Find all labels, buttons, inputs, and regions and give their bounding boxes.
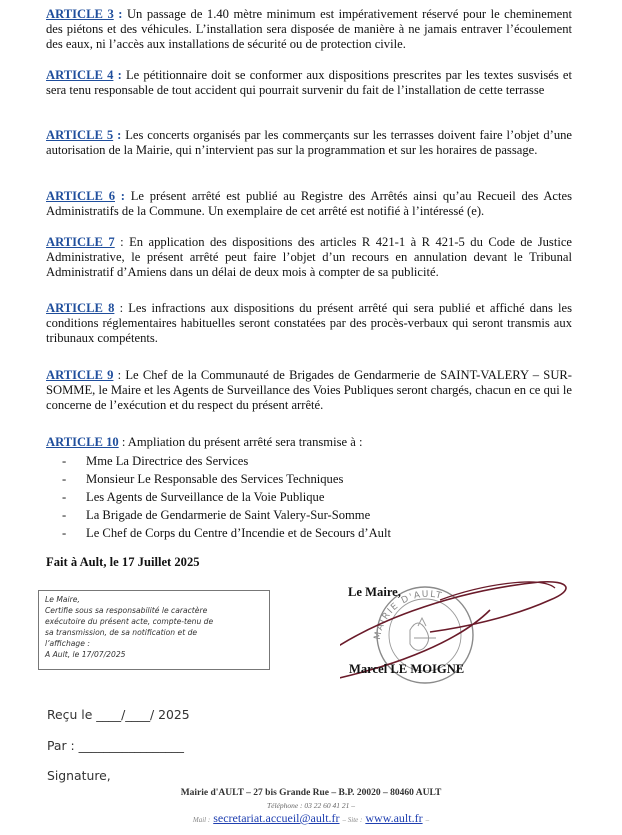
- article-5: ARTICLE 5 : Les concerts organisés par les commerçants sur les terrasses doivent faire l’objet d’une autorisation de la Mairie, qui n’intervient pas sur la programmation et sur les horaires de passage.: [46, 128, 573, 157]
- list-item: - La Brigade de Gendarmerie de Saint Valery-Sur-Somme: [62, 508, 371, 522]
- footer-address: Mairie d'AULT – 27 bis Grande Rue – B.P. 20020 – 80460 AULT: [180, 788, 442, 798]
- article-7: [46, 235, 572, 280]
- article-6-label: ARTICLE 6: [46, 189, 115, 203]
- mayor-label: Le Maire,: [348, 585, 401, 599]
- article-8: [46, 301, 572, 346]
- article-3-label: ARTICLE 3: [46, 7, 114, 21]
- footer-phone: Téléphone : 03 22 60 41 21 –: [266, 801, 356, 810]
- receipt-signature-line: Signature,: [47, 768, 111, 783]
- article-6-text: Le présent arrêté est publié au Registre des Arrêtés ainsi qu’au Recueil des Actes Administratifs de la Commune. Un exemplaire de cet arrêté est notifié à l’intéressé (e).: [46, 189, 572, 218]
- article-7-label: ARTICLE 7: [46, 235, 115, 249]
- list-item: - Mme La Directrice des Services: [62, 454, 249, 468]
- mayor-name: Marcel LE MOIGNE: [349, 662, 465, 676]
- list-item: - Le Chef de Corps du Centre d’Incendie et de Secours d’Ault: [62, 526, 391, 540]
- footer-contact: Mail : secretariat.accueil@ault.fr – Site : www.ault.fr –: [192, 811, 430, 825]
- svg-text:MAIRIE D'AULT: MAIRIE D'AULT: [372, 589, 444, 641]
- article-9-label: ARTICLE 9: [46, 368, 114, 382]
- article-4: ARTICLE 4 : Le pétitionnaire doit se conformer aux dispositions prescrites par les textes susvisés et sera tenu responsable de tout accident qui pourrait survenir du fait de l’installation de cette terrasse: [46, 68, 573, 97]
- certification-box: Le Maire, Certifie sous sa responsabilité le caractère exécutoire du présent acte, compte-tenu de sa transmission, de sa notification et de l’affichage : A Ault, le 17/07/2025: [38, 590, 270, 670]
- list-item: - Les Agents de Surveillance de la Voie Publique: [62, 490, 325, 504]
- article-8-text: : Les infractions aux dispositions du présent arrêté qui sera publié et affiché dans les conditions réglementaires habituelles seront constatées par des procès-verbaux qui seront transmis aux tribunaux compétents.: [46, 301, 573, 345]
- article-3-text: Un passage de 1.40 mètre minimum est impérativement réservé pour le cheminement des piétons et des véhicules. L’installation sera disposée de manière à ne jamais entraver l’écoulement des eaux, ni l’accès aux installations de sécurité ou de protection civile.: [46, 7, 572, 51]
- article-5-text: Les concerts organisés par les commerçants sur les terrasses doivent faire l’objet d’une autorisation de la Mairie, qui n’intervient pas sur la programmation et sur les horaires de passage.: [46, 128, 573, 157]
- article-3: ARTICLE 3 : Un passage de 1.40 mètre minimum est impérativement réservé pour le cheminement des piétons et des véhicules. L’installation sera disposée de manière à ne jamais entraver l’écoulement des eaux, ni l’accès aux installations de sécurité ou de protection civile.: [46, 7, 572, 51]
- receipt-by-line: Par : _________________: [47, 738, 184, 753]
- receipt-date-line: Reçu le ____/____/ 2025: [47, 707, 190, 722]
- article-8-label: ARTICLE 8: [46, 301, 115, 315]
- recipients-list: [62, 452, 391, 542]
- article-6: ARTICLE 6 : Le présent arrêté est publié au Registre des Arrêtés ainsi qu’au Recueil des Actes Administratifs de la Commune. Un exemplaire de cet arrêté est notifié à l’intéressé (e).: [46, 189, 572, 218]
- article-9-text: : Le Chef de la Communauté de Brigades de Gendarmerie de SAINT-VALERY – SUR-SOMME, le Maire et les Agents de Surveillance des Voies Publiques seront chargés, chacun en ce qui le concerne de l’exécution et du respect du présent arrêté.: [46, 368, 573, 412]
- list-item: - Monsieur Le Responsable des Services Techniques: [62, 472, 344, 486]
- article-4-text: Le pétitionnaire doit se conformer aux dispositions prescrites par les textes susvisés et sera tenu responsable de tout accident qui pourrait survenir du fait de l’installation de cette terrasse: [46, 68, 573, 97]
- date-place-line: Fait à Ault, le 17 Juillet 2025: [46, 555, 200, 569]
- email-link[interactable]: secretariat.accueil@ault.fr: [213, 811, 340, 825]
- article-10-label: ARTICLE 10: [46, 435, 119, 449]
- article-7-text: : En application des dispositions des articles R 421-1 à R 421-5 du Code de Justice Administrative, le présent arrêté peut faire l’objet d’un recours en annulation devant le Tribunal Administratif d’Amiens dans un délai de deux mois à compter de sa publicité.: [46, 235, 572, 279]
- article-5-label: ARTICLE 5: [46, 128, 114, 142]
- article-10-text: : Ampliation du présent arrêté sera transmise à :: [118, 435, 363, 449]
- article-4-label: ARTICLE 4: [46, 68, 114, 82]
- website-link[interactable]: www.ault.fr: [365, 811, 423, 825]
- article-9: [46, 368, 572, 413]
- article-10: [46, 435, 572, 450]
